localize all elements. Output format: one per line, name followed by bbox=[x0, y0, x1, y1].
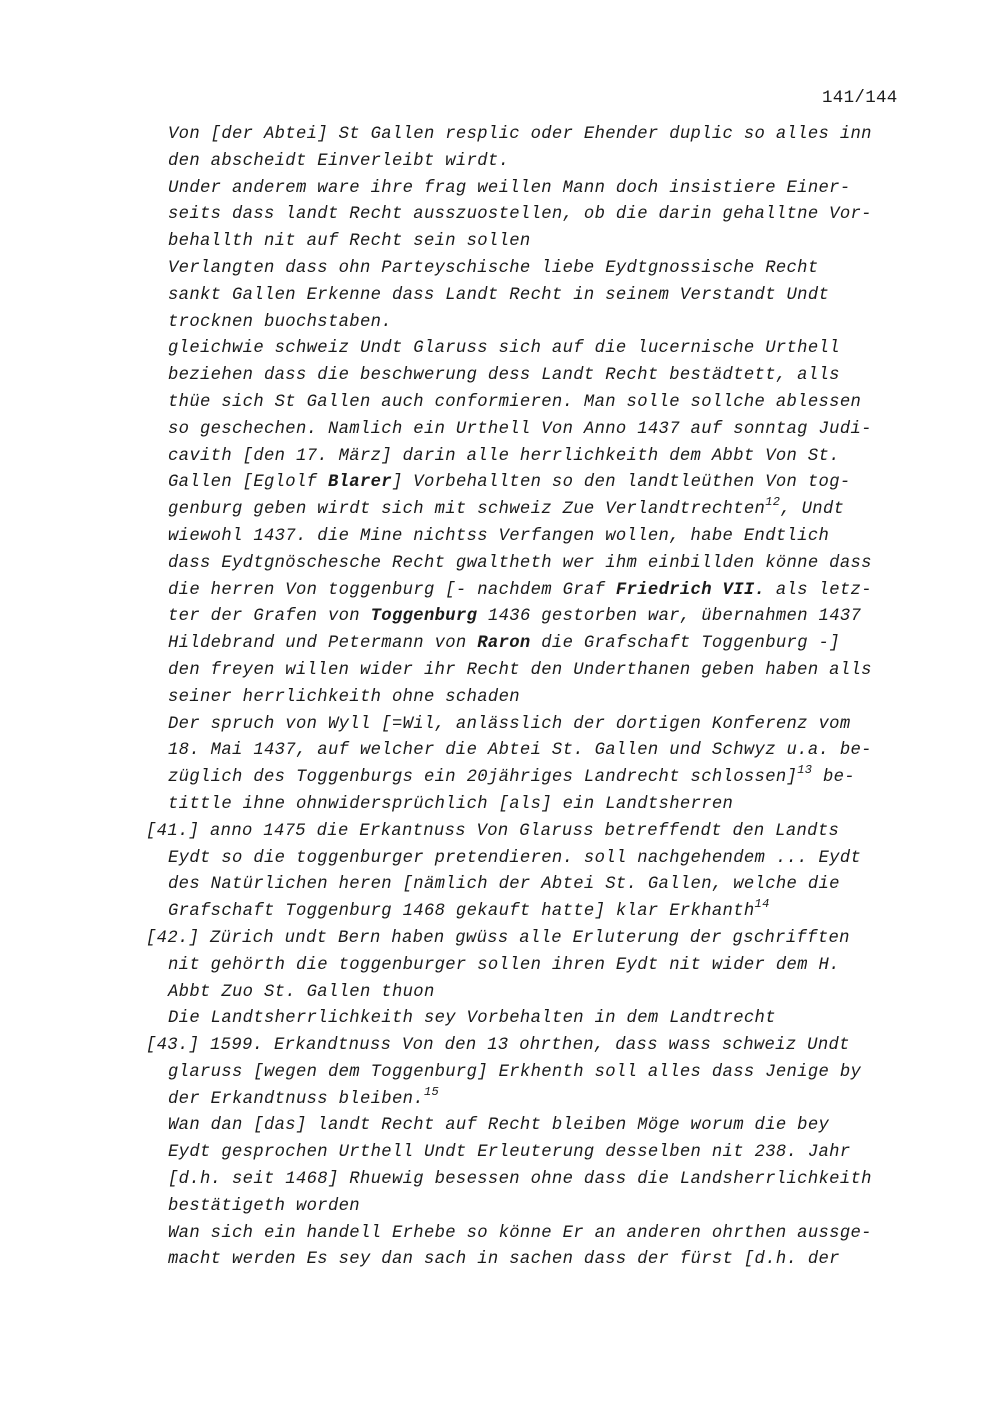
text-segment: Wan sich ein handell Erhebe so könne Er an anderen ohrthen aussge- bbox=[168, 1223, 872, 1243]
text-segment: die Grafschaft Toggenburg -] bbox=[530, 634, 840, 654]
text-segment: Abbt Zuo St. Gallen thuon bbox=[168, 982, 435, 1002]
text-line bbox=[146, 202, 926, 229]
text-line bbox=[146, 1221, 926, 1248]
text-line bbox=[146, 658, 926, 685]
text-segment: be- bbox=[812, 768, 855, 788]
text-segment: ] Vorbehallten so den landtleüthen Von tog- bbox=[391, 473, 851, 493]
text-segment: des Natürlichen heren [nämlich der Abtei St. Gallen, welche die bbox=[168, 875, 840, 895]
text-segment: Verlangten dass ohn Parteyschische liebe Eydtgnossische Recht bbox=[168, 258, 819, 278]
text-segment: Gallen [Eglolf bbox=[168, 473, 328, 493]
text-segment: thüe sich St Gallen auch conformieren. Man solle sollche ablessen bbox=[168, 392, 862, 412]
bold-name: Blarer bbox=[327, 473, 392, 493]
text-segment: [42.] Zürich undt Bern haben gwüss alle Erluterung der gschrifften bbox=[146, 928, 850, 948]
text-line bbox=[146, 1060, 926, 1087]
page-number: 141/144 bbox=[822, 88, 898, 108]
text-segment: glaruss [wegen dem Toggenburg] Erkhenth soll alles dass Jenige by bbox=[168, 1062, 862, 1082]
text-line bbox=[146, 122, 926, 149]
text-segment: Eydt so die toggenburger pretendieren. soll nachgehendem ... Eydt bbox=[168, 848, 862, 868]
text-line bbox=[146, 336, 926, 363]
text-line bbox=[146, 980, 926, 1007]
text-line bbox=[146, 819, 926, 846]
text-line bbox=[146, 283, 926, 310]
text-line bbox=[146, 1247, 926, 1274]
text-line bbox=[146, 176, 926, 203]
text-line bbox=[146, 497, 926, 524]
text-segment: die herren Von toggenburg [- nachdem Graf bbox=[168, 580, 616, 600]
text-segment: Die Landtsherrlichkeith sey Vorbehalten in dem Landtrecht bbox=[168, 1009, 776, 1029]
text-segment: trocknen buochstaben. bbox=[168, 312, 392, 332]
text-segment: Eydt gesprochen Urthell Undt Erleuterung desselben nit 238. Jahr bbox=[168, 1143, 851, 1163]
text-line bbox=[146, 1113, 926, 1140]
text-line bbox=[146, 524, 926, 551]
text-segment: cavith [den 17. März] darin alle herrlichkeith dem Abbt Von St. bbox=[168, 446, 840, 466]
text-line bbox=[146, 792, 926, 819]
text-segment: , Undt bbox=[780, 500, 845, 520]
text-line bbox=[146, 872, 926, 899]
text-segment: bestätigeth worden bbox=[168, 1196, 360, 1216]
footnote-marker: 12 bbox=[765, 495, 781, 510]
text-line bbox=[146, 685, 926, 712]
text-segment: dass Eydtgnöschesche Recht gwaltheth wer ihm einbillden könne dass bbox=[168, 553, 872, 573]
text-segment: [43.] 1599. Erkandtnuss Von den 13 ohrthen, dass wass schweiz Undt bbox=[146, 1036, 850, 1056]
text-line bbox=[146, 712, 926, 739]
text-segment: als letz- bbox=[765, 580, 872, 600]
text-segment: 1436 gestorben war, übernahmen 1437 bbox=[477, 607, 862, 627]
text-segment: behallth nit auf Recht sein sollen bbox=[168, 232, 531, 252]
text-line bbox=[146, 470, 926, 497]
text-segment: Grafschaft Toggenburg 1468 gekauft hatte] klar Erkhanth bbox=[168, 902, 755, 922]
text-segment: macht werden Es sey dan sach in sachen dass der fürst [d.h. der bbox=[168, 1250, 840, 1270]
text-line bbox=[146, 551, 926, 578]
text-line bbox=[146, 1084, 926, 1114]
text-line bbox=[146, 578, 926, 605]
text-line bbox=[146, 417, 926, 444]
text-segment: Von [der Abtei] St Gallen resplic oder Ehender duplic so alles inn bbox=[168, 125, 872, 144]
text-line bbox=[146, 953, 926, 980]
text-segment: Der spruch von Wyll [=Wil, anlässlich der dortigen Konferenz vom bbox=[168, 714, 851, 734]
text-line bbox=[146, 765, 926, 792]
bold-name: Raron bbox=[477, 634, 531, 654]
footnote-marker: 15 bbox=[423, 1084, 440, 1099]
text-segment: seiner herrlichkeith ohne schaden bbox=[168, 687, 520, 707]
text-line bbox=[146, 256, 926, 283]
text-segment: so geschechen. Namlich ein Urthell Von Anno 1437 auf sonntag Judi- bbox=[168, 419, 872, 439]
bold-name: Friedrich VII. bbox=[615, 580, 766, 600]
text-segment: der Erkandtnuss bleiben. bbox=[168, 1089, 424, 1109]
text-line bbox=[146, 846, 926, 873]
text-segment: wiewohl 1437. die Mine nichtss Verfangen wollen, habe Endtlich bbox=[168, 526, 830, 546]
footnote-marker: 13 bbox=[797, 763, 813, 778]
text-segment: [d.h. seit 1468] Rhuewig besessen ohne dass die Landsherrlichkeith bbox=[168, 1170, 872, 1190]
text-segment: Hildebrand und Petermann von bbox=[168, 634, 478, 654]
text-segment: Under anderem ware ihre frag weillen Mann doch insistiere Einer- bbox=[168, 178, 851, 198]
text-segment: sankt Gallen Erkenne dass Landt Recht in seinem Verstandt Undt bbox=[168, 285, 830, 305]
text-segment: ter der Grafen von bbox=[168, 607, 371, 627]
text-line bbox=[146, 1033, 926, 1060]
text-segment: züglich des Toggenburgs ein 20jähriges Landrecht schlossen] bbox=[168, 768, 798, 788]
text-segment: tittle ihne ohnwidersprüchlich [als] ein Landtsherren bbox=[168, 794, 734, 814]
text-line bbox=[146, 604, 926, 631]
text-segment: nit gehörth die toggenburger sollen ihren Eydt nit wider dem H. bbox=[168, 955, 840, 975]
text-line bbox=[146, 1006, 926, 1033]
document-body bbox=[146, 122, 926, 1274]
text-line bbox=[146, 390, 926, 417]
text-segment: seits dass landt Recht ausszuostellen, ob die darin gehalltne Vor- bbox=[168, 205, 872, 225]
text-line bbox=[146, 1194, 926, 1221]
text-segment: Wan dan [das] landt Recht auf Recht bleiben Möge worum die bey bbox=[168, 1116, 830, 1136]
text-segment: den abscheidt Einverleibt wirdt. bbox=[168, 151, 510, 171]
text-segment: genburg geben wirdt sich mit schweiz Zue Verlandtrechten bbox=[168, 500, 766, 520]
text-line bbox=[146, 149, 926, 176]
text-segment: gleichwie schweiz Undt Glaruss sich auf die lucernische Urthell bbox=[168, 339, 840, 359]
text-line bbox=[146, 926, 926, 953]
text-line bbox=[146, 631, 926, 658]
text-segment: [41.] anno 1475 die Erkantnuss Von Glaruss betreffendt den Landts bbox=[146, 821, 840, 841]
text-line bbox=[146, 738, 926, 765]
text-line bbox=[146, 229, 926, 256]
text-segment: den freyen willen wider ihr Recht den Underthanen geben haben alls bbox=[168, 660, 872, 680]
text-line bbox=[146, 1140, 926, 1167]
text-segment: 18. Mai 1437, auf welcher die Abtei St. Gallen und Schwyz u.a. be- bbox=[168, 741, 872, 761]
text-segment: beziehen dass die beschwerung dess Landt Recht bestädtett, alls bbox=[168, 366, 840, 386]
text-line bbox=[146, 899, 926, 926]
text-line bbox=[146, 1167, 926, 1194]
text-line bbox=[146, 363, 926, 390]
bold-name: Toggenburg bbox=[370, 607, 478, 627]
text-line bbox=[146, 310, 926, 337]
footnote-marker: 14 bbox=[754, 897, 770, 912]
text-line bbox=[146, 444, 926, 471]
